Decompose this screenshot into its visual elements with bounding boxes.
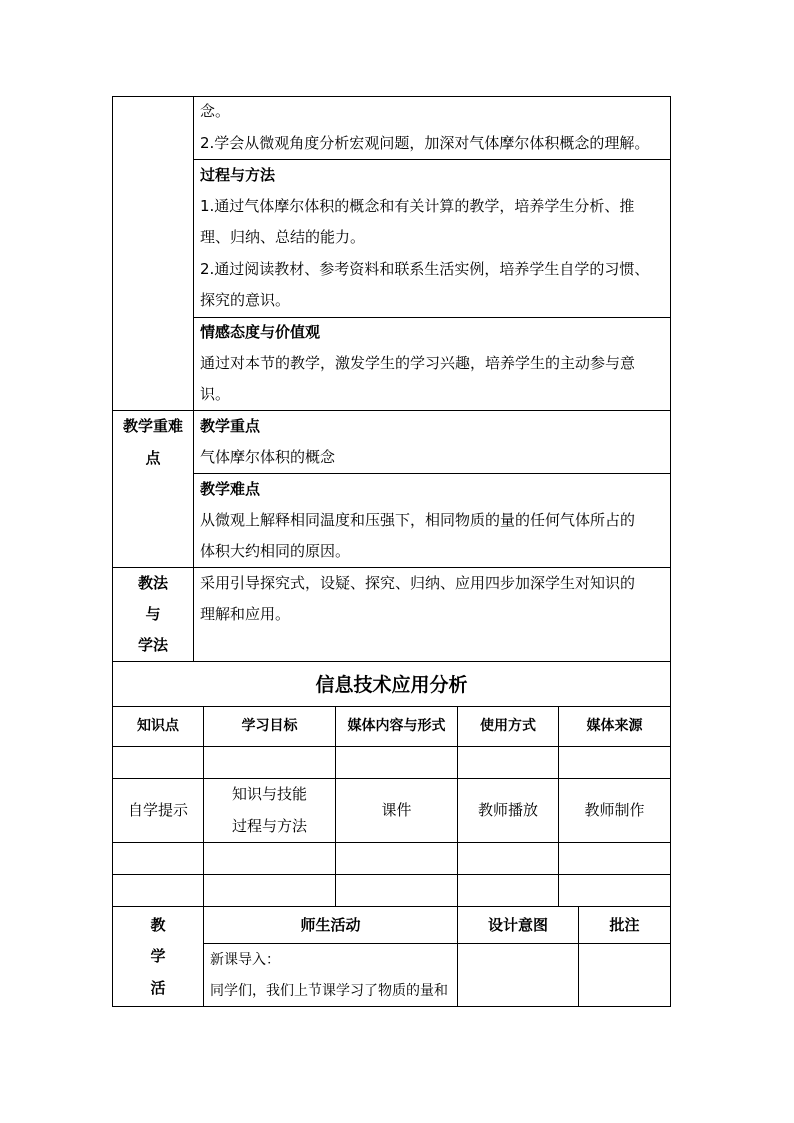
difficulty-heading: 教学难点 xyxy=(200,480,261,498)
header-annotation: 批注 xyxy=(609,916,640,934)
methods-label-1: 教法 xyxy=(137,574,168,592)
header-knowledge-point: 知识点 xyxy=(137,718,179,734)
key-heading: 教学重点 xyxy=(200,417,261,435)
divider-methods-title xyxy=(112,661,671,662)
difficulty-text-a: 从微观上解释相同温度和压强下，相同物质的量的任何气体所占的 xyxy=(200,511,636,529)
it-col-divider-3 xyxy=(457,706,458,1007)
process-heading: 过程与方法 xyxy=(200,166,276,184)
keypoints-label-b: 点 xyxy=(145,449,161,467)
methods-text-a: 采用引导探究式，设疑、探究、归纳、应用四步加深学生对知识的 xyxy=(200,574,636,592)
divider-it-row2 xyxy=(112,778,671,779)
header-teacher-student-activity: 师生活动 xyxy=(300,916,361,934)
label-column-divider xyxy=(193,96,194,662)
cell-source: 教师制作 xyxy=(584,801,645,819)
key-text: 气体摩尔体积的概念 xyxy=(200,448,336,466)
divider-objectives-keypoints xyxy=(112,410,671,411)
cell-knowledge-point: 自学提示 xyxy=(127,801,188,819)
process-item-1a: 1.通过气体摩尔体积的概念和有关计算的教学，培养学生分析、推 xyxy=(200,197,635,215)
table-border-right xyxy=(670,96,671,1007)
objective-line-2: 2.学会从微观角度分析宏观问题，加深对气体摩尔体积概念的理解。 xyxy=(200,134,650,152)
methods-text-b: 理解和应用。 xyxy=(200,605,291,623)
methods-label-3: 学法 xyxy=(137,636,168,654)
activities-label-1: 教 xyxy=(150,916,166,934)
divider-key-difficulty xyxy=(193,473,671,474)
process-item-2b: 探究的意识。 xyxy=(200,291,291,309)
intro-heading: 新课导入： xyxy=(210,952,280,968)
divider-it-row3 xyxy=(112,842,671,843)
intro-text: 同学们，我们上节课学习了物质的量和 xyxy=(210,983,448,999)
cell-goal-b: 过程与方法 xyxy=(231,817,307,835)
emotion-text-a: 通过对本节的教学，激发学生的学习兴趣，培养学生的主动参与意 xyxy=(200,354,636,372)
divider-objectives-process xyxy=(193,159,671,160)
activities-label-3: 活 xyxy=(150,979,166,997)
methods-label-2: 与 xyxy=(145,605,161,623)
keypoints-label-a: 教学重难 xyxy=(122,417,183,435)
process-item-1b: 理、归纳、总结的能力。 xyxy=(200,228,366,246)
header-learning-goal: 学习目标 xyxy=(241,718,298,734)
divider-process-emotion xyxy=(193,317,671,318)
divider-it-row5 xyxy=(112,906,671,907)
divider-it-row4 xyxy=(112,874,671,875)
emotion-text-b: 识。 xyxy=(200,385,231,403)
table-border-left xyxy=(112,96,113,1007)
activities-label-2: 学 xyxy=(150,947,166,965)
divider-it-row1 xyxy=(112,746,671,747)
header-media-content: 媒体内容与形式 xyxy=(347,718,446,734)
header-design-intent: 设计意图 xyxy=(487,916,548,934)
table-border-top xyxy=(112,96,671,97)
divider-title-headers xyxy=(112,706,671,707)
it-analysis-title: 信息技术应用分析 xyxy=(315,674,468,696)
header-media-source: 媒体来源 xyxy=(586,718,643,734)
cell-usage: 教师播放 xyxy=(477,801,538,819)
header-usage: 使用方式 xyxy=(480,718,536,734)
table-border-bottom xyxy=(112,1006,671,1007)
cell-goal-a: 知识与技能 xyxy=(231,785,307,803)
divider-keypoints-methods xyxy=(112,567,671,568)
difficulty-text-b: 体积大约相同的原因。 xyxy=(200,542,351,560)
cell-media: 课件 xyxy=(381,801,412,819)
divider-activity-headers xyxy=(203,943,671,944)
objective-line-1: 念。 xyxy=(200,102,231,120)
it-col-divider-1 xyxy=(203,706,204,1007)
process-item-2a: 2.通过阅读教材、参考资料和联系生活实例，培养学生自学的习惯、 xyxy=(200,260,650,278)
emotion-heading: 情感态度与价值观 xyxy=(200,323,321,341)
